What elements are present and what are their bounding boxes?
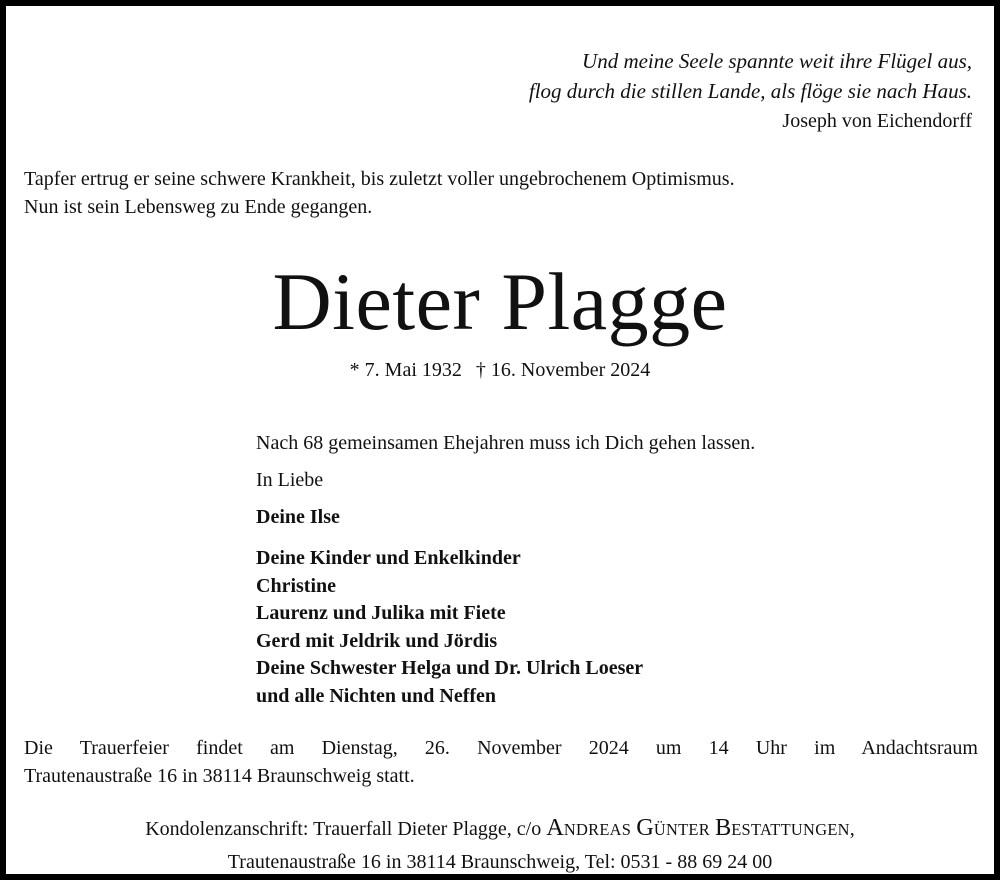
ceremony-line-2: Trautenaustraße 16 in 38114 Braunschweig statt. xyxy=(24,765,415,787)
condolence-prefix: Kondolenzanschrift: Trauerfall Dieter Plagge, c/o xyxy=(145,818,542,840)
condolence-address xyxy=(6,811,994,879)
poem-quote xyxy=(6,46,972,106)
message-closing: In Liebe xyxy=(256,469,324,491)
ceremony-line-1: Die Trauerfeier findet am Dienstag, 26. November 2024 um 14 Uhr im Andachtsraum xyxy=(24,737,978,759)
birth-date: * 7. Mai 1932 xyxy=(349,359,462,381)
family-list xyxy=(256,545,643,710)
message-signature: Deine Ilse xyxy=(256,506,340,528)
intro-line-1: Tapfer ertrug er seine schwere Krankheit, bis zuletzt voller ungebrochenem Optimismus. xyxy=(24,168,735,190)
intro-text xyxy=(24,165,735,221)
message-line: Nach 68 gemeinsamen Ehejahren muss ich Dich gehen lassen. xyxy=(256,432,756,454)
death-date: † 16. November 2024 xyxy=(475,359,651,381)
funeral-home-name: ANDREAS GÜNTER BESTATTUNGEN xyxy=(546,814,850,841)
ceremony-info xyxy=(24,734,978,790)
family-line: Deine Kinder und Enkelkinder xyxy=(256,547,521,569)
family-line: Deine Schwester Helga und Dr. Ulrich Loeser xyxy=(256,657,644,679)
poem-author: Joseph von Eichendorff xyxy=(782,110,972,132)
family-line: und alle Nichten und Neffen xyxy=(256,684,497,707)
poem-line-2: flog durch die stillen Lande, als flöge sie nach Haus. xyxy=(528,79,972,103)
family-line: Christine xyxy=(256,574,336,597)
condolence-line-1: Kondolenzanschrift: Trauerfall Dieter Plagge, c/o ANDREAS GÜNTER BESTATTUNGEN, xyxy=(145,814,855,841)
poem-line-1: Und meine Seele spannte weit ihre Flügel aus, xyxy=(582,49,972,73)
family-line: Gerd mit Jeldrik und Jördis xyxy=(256,629,498,652)
deceased-name: Dieter Plagge xyxy=(272,256,728,347)
intro-line-2: Nun ist sein Lebensweg zu Ende gegangen. xyxy=(24,196,373,218)
family-line: Laurenz und Julika mit Fiete xyxy=(256,602,506,624)
condolence-line-2: Trautenaustraße 16 in 38114 Braunschweig, Tel: 0531 - 88 69 24 00 xyxy=(227,851,773,873)
life-dates xyxy=(6,359,994,382)
